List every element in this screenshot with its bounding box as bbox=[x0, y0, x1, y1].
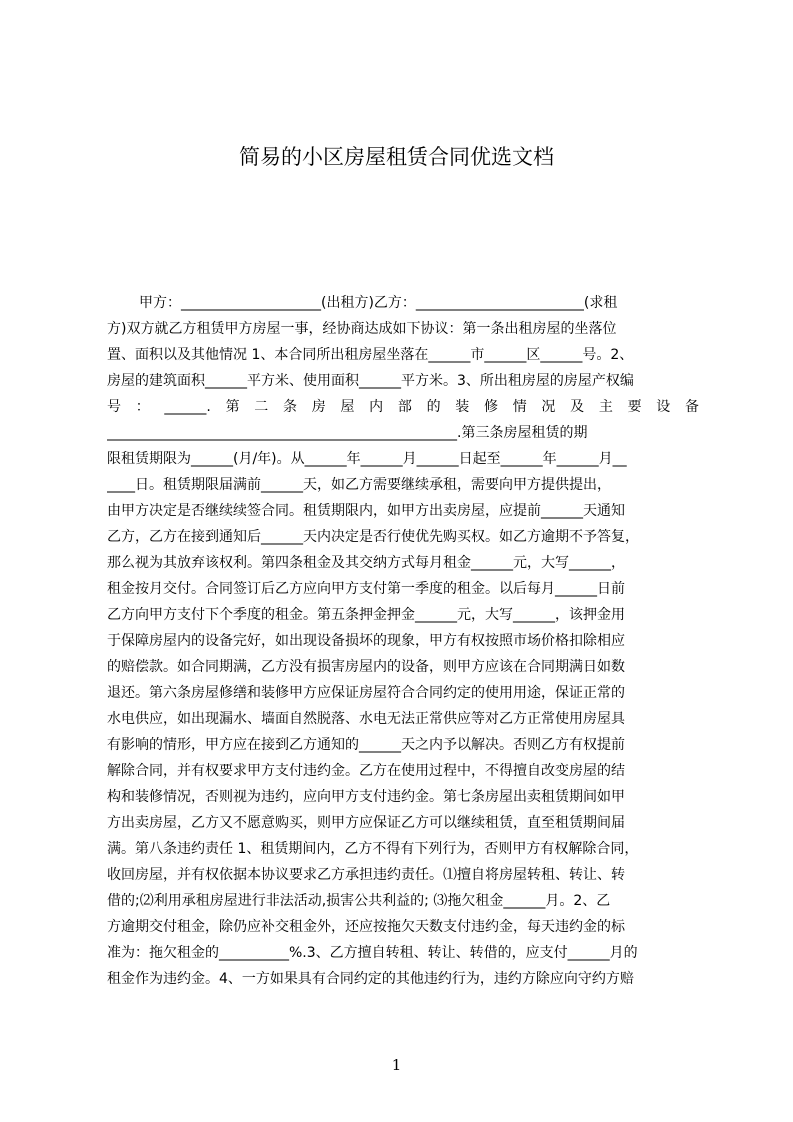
body-line: 租金按月交付。合同签订后乙方应向甲方支付第一季度的租金。以后每月______日前 bbox=[107, 581, 625, 597]
body-line: 号：______.第二条房屋内部的装修情况及主要设备 bbox=[107, 399, 699, 415]
body-line: 乙方向甲方支付下个季度的租金。第五条押金押金______元，大写______，该押金用 bbox=[107, 607, 625, 623]
body-line: 方逾期交付租金，除仍应补交租金外，还应按拖欠天数支付违约金，每天违约金的标 bbox=[107, 919, 625, 935]
body-line: 准为：拖欠租金的__________%.3、乙方擅自转租、转让、转借的，应支付______月的 bbox=[107, 945, 638, 961]
body-line: 解除合同，并有权要求甲方支付违约金。乙方在使用过程中，不得擅自改变房屋的结 bbox=[107, 763, 625, 779]
body-line: ____日。租赁期限届满前______天，如乙方需要继续承租，需要向甲方提供提出， bbox=[107, 477, 611, 493]
body-line: 限租赁期限为______(月/年)。从______年______月______日起至______年______月__ bbox=[107, 451, 627, 467]
page-number: 1 bbox=[391, 1056, 402, 1074]
body-line: 租金作为违约金。4、一方如果具有合同约定的其他违约行为，违约方除应向守约方赔 bbox=[107, 971, 634, 987]
body-line: 的赔偿款。如合同期满，乙方没有损害房屋内的设备，则甲方应该在合同期满日如数 bbox=[107, 659, 625, 675]
body-line: 房屋的建筑面积______平方米、使用面积______平方米。3、所出租房屋的房屋产权编 bbox=[107, 373, 634, 389]
body-line: 有影响的情形，甲方应在接到乙方通知的______天之内予以解决。否则乙方有权提前 bbox=[107, 737, 625, 753]
body-line: 由甲方决定是否继续续签合同。租赁期限内，如甲方出卖房屋，应提前______天通知 bbox=[107, 503, 625, 519]
body-line: 置、面积以及其他情况 1、本合同所出租房屋坐落在______市______区______号。2、 bbox=[107, 347, 634, 363]
body-line: 满。第八条违约责任 1、租赁期间内，乙方不得有下列行为，否则甲方有权解除合同， bbox=[107, 841, 639, 857]
body-line: 方出卖房屋，乙方又不愿意购买，则甲方应保证乙方可以继续租赁，直至租赁期间届 bbox=[107, 815, 625, 831]
body-line: 水电供应，如出现漏水、墙面自然脱落、水电无法正常供应等对乙方正常使用房屋具 bbox=[107, 711, 625, 727]
body-line: 收回房屋，并有权依据本协议要求乙方承担违约责任。⑴擅自将房屋转租、转让、转 bbox=[107, 867, 625, 883]
body-line: 借的;⑵利用承租房屋进行非法活动,损害公共利益的; ⑶拖欠租金______月。2、乙 bbox=[107, 893, 611, 909]
body-line: __________________________________________________.第三条房屋租赁的期 bbox=[107, 425, 588, 441]
body-line: 那么视为其放弃该权利。第四条租金及其交纳方式每月租金______元，大写______， bbox=[107, 555, 625, 571]
body-line: 退还。第六条房屋修缮和装修甲方应保证房屋符合合同约定的使用用途，保证正常的 bbox=[107, 685, 625, 701]
body-line: 甲方：____________________(出租方)乙方：________________________(求租 bbox=[139, 295, 618, 311]
body-line: 乙方，乙方在接到通知后______天内决定是否行使优先购买权。如乙方逾期不予答复， bbox=[107, 529, 639, 545]
body-line: 构和装修情况，否则视为违约，应向甲方支付违约金。第七条房屋出卖租赁期间如甲 bbox=[107, 789, 625, 805]
body-line: 方)双方就乙方租赁甲方房屋一事，经协商达成如下协议：第一条出租房屋的坐落位 bbox=[107, 321, 617, 337]
body-line: 于保障房屋内的设备完好，如出现设备损坏的现象，甲方有权按照市场价格扣除相应 bbox=[107, 633, 625, 649]
page-title: 简易的小区房屋租赁合同优选文档 bbox=[239, 145, 554, 169]
contract-body bbox=[107, 290, 699, 992]
